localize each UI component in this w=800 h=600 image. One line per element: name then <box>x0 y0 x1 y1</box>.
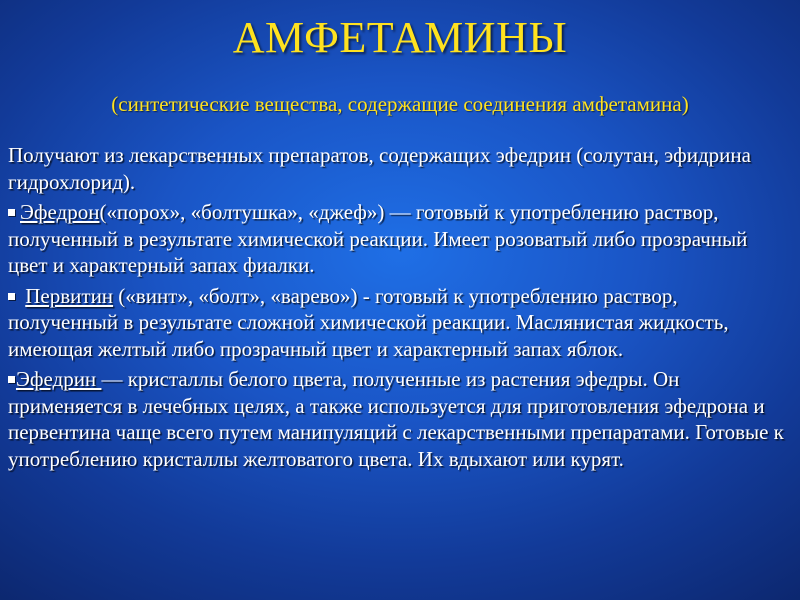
list-item <box>8 283 792 363</box>
description-ephedrone: («порох», «болтушка», «джеф») — готовый к употреблению раствор, полученный в результате химической реакции. Имеет розоватый либо прозрачный цвет и характерный запах фиалки. <box>8 200 748 277</box>
description-ephedrine: — кристаллы белого цвета, полученные из растения эфедры. Он применяется в лечебных целях, а также используется для приготовления эфедрона и первентина чаще всего путем манипуляций с лекарственными препаратами. Готовые к употреблению кристаллы желтоватого цвета. Их вдыхают или курят. <box>8 367 784 471</box>
list-item <box>8 366 792 472</box>
list-item <box>8 199 792 279</box>
slide-subtitle: (синтетические вещества, содержащие соединения амфетамина) <box>111 92 689 116</box>
slide-title: АМФЕТАМИНЫ <box>232 13 568 62</box>
intro-paragraph: Получают из лекарственных препаратов, содержащих эфедрин (солутан, эфидрина гидрохлорид). <box>8 143 751 194</box>
term-ephedrine: Эфедрин <box>16 367 102 391</box>
bullet-icon <box>8 209 15 216</box>
bullet-icon <box>8 376 15 383</box>
term-ephedrone: Эфедрон <box>20 200 100 224</box>
slide-body <box>8 142 792 476</box>
description-pervitin: («винт», «болт», «варево») - готовый к употреблению раствор, полученный в результате сложной химической реакции. Маслянистая жидкость, имеющая желтый либо прозрачный цвет и характерный запах яблок. <box>8 283 729 361</box>
term-pervitin: Первитин <box>25 283 114 308</box>
bullet-icon <box>8 293 15 300</box>
